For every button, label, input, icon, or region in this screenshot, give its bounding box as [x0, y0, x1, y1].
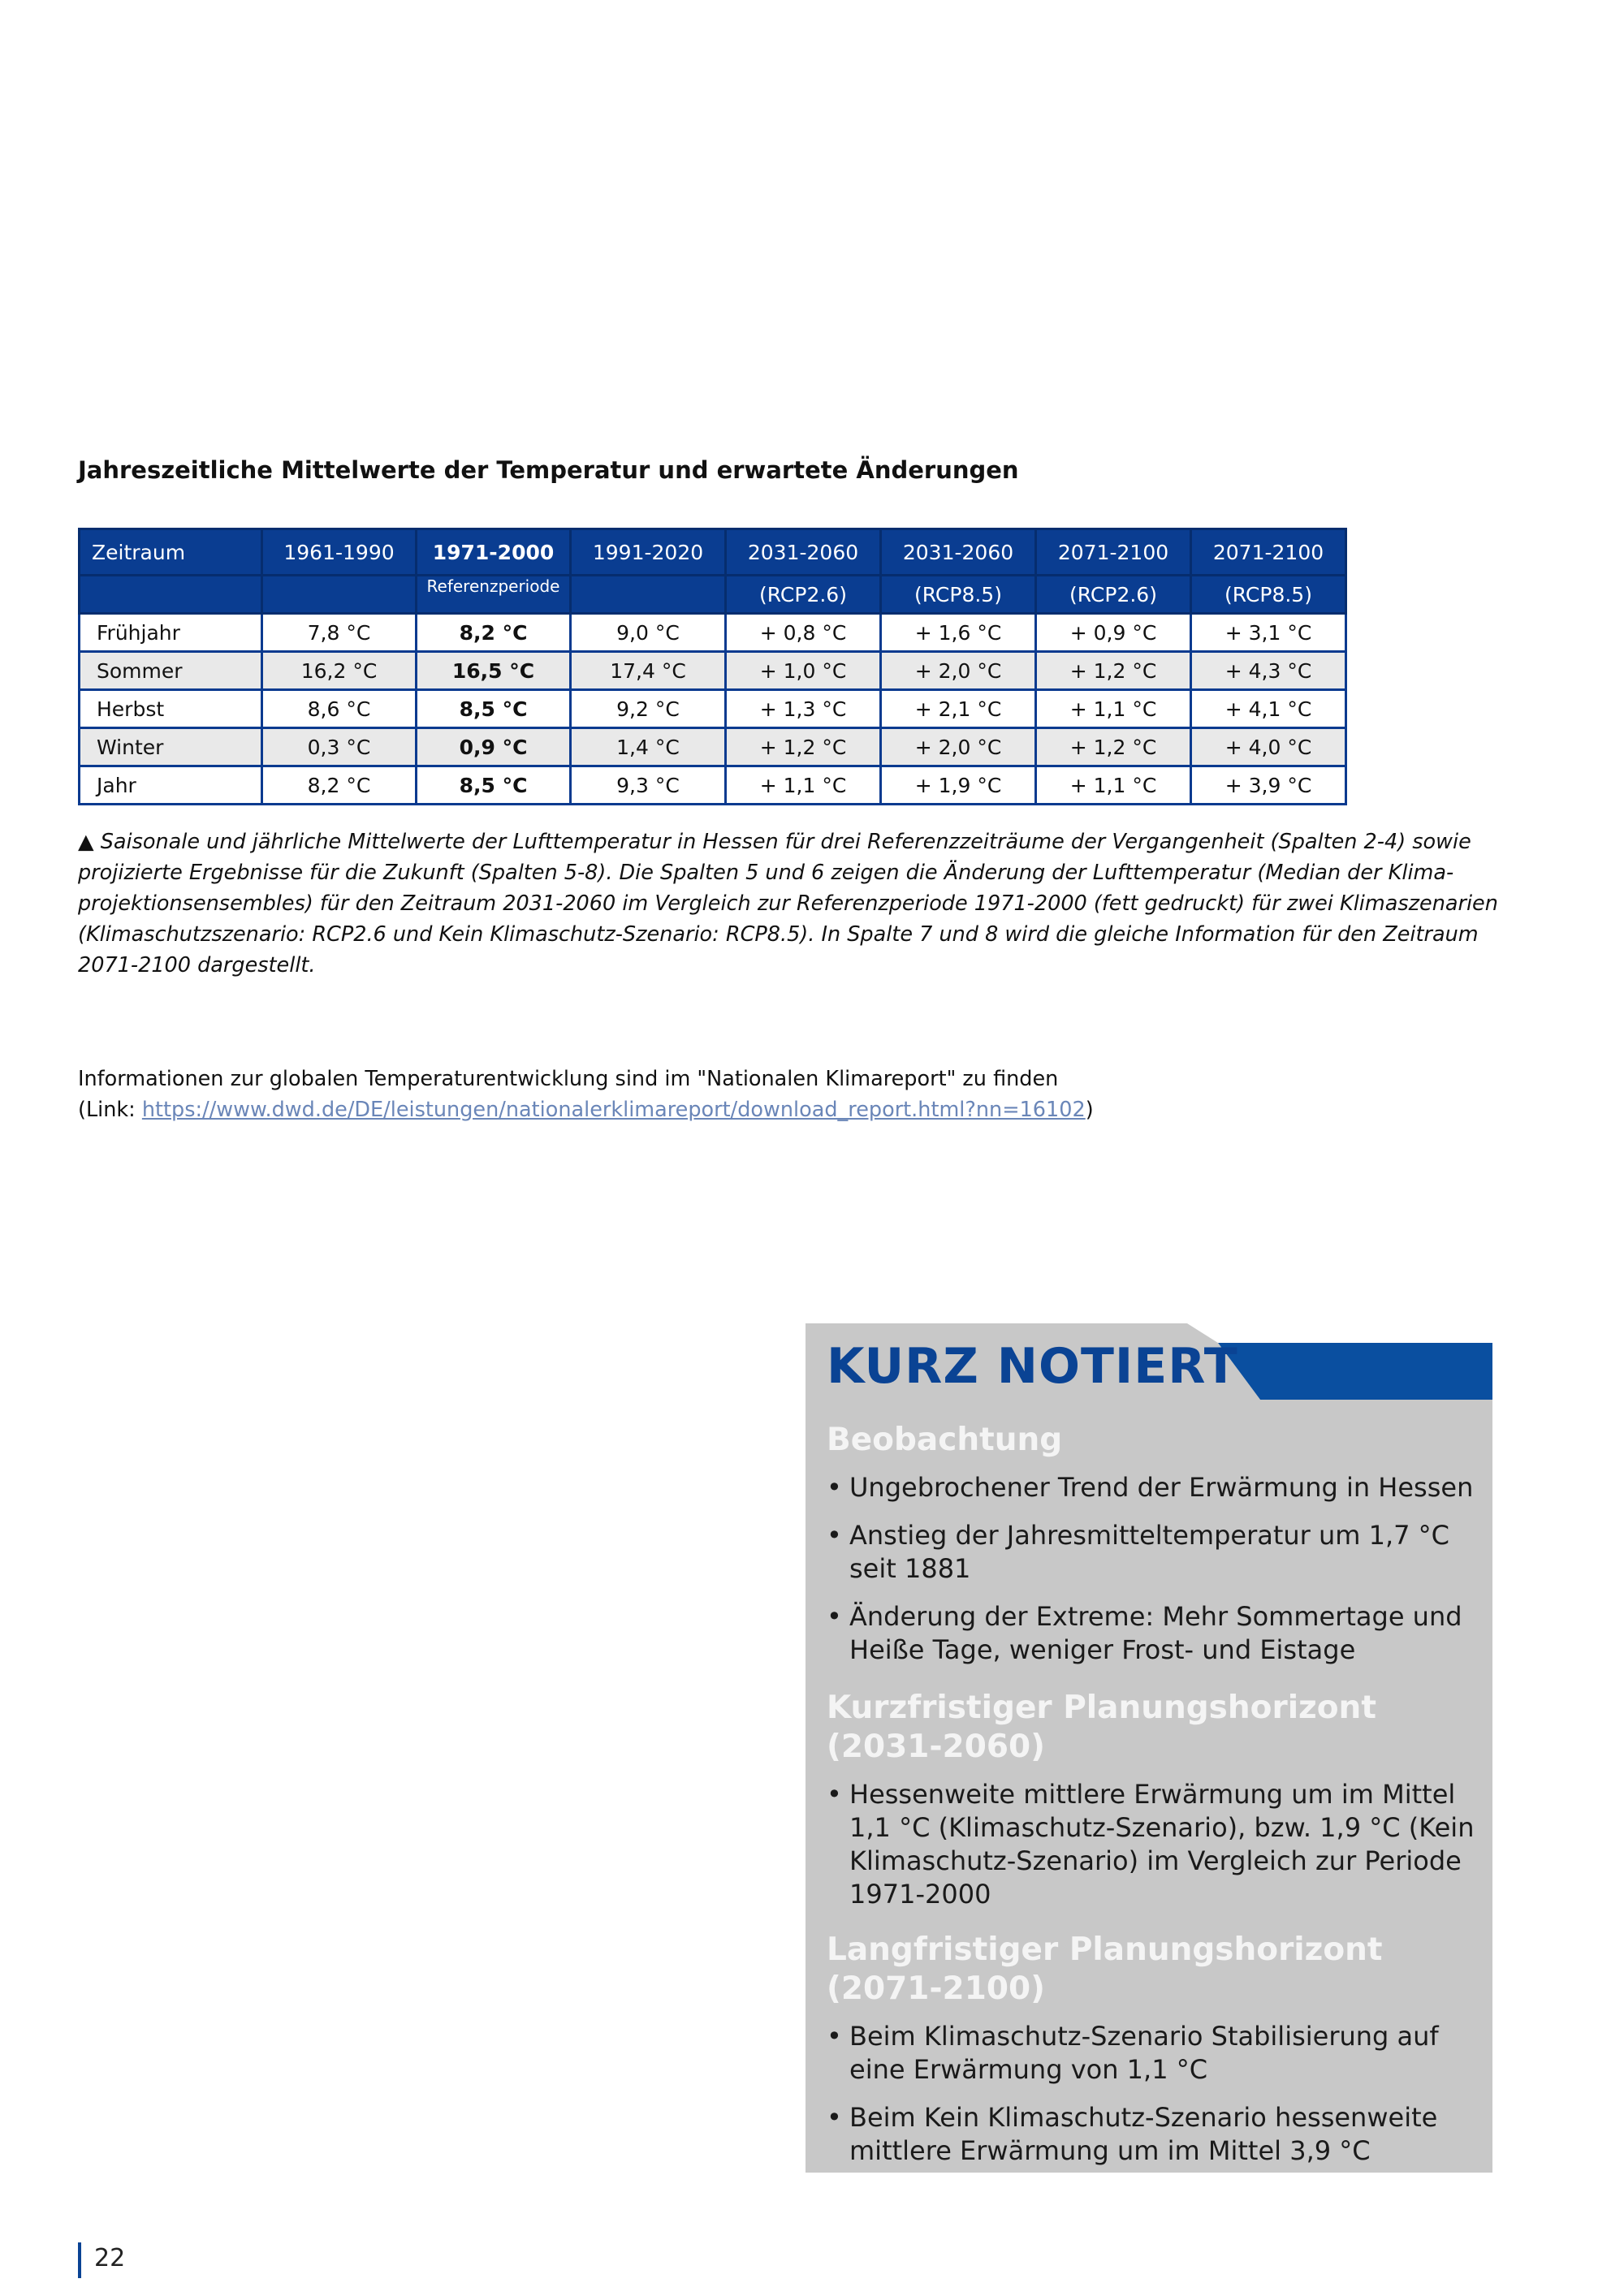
- caption-line: 2071-2100 dargestellt.: [78, 953, 316, 978]
- subheader-cell: (RCP2.6): [726, 576, 881, 614]
- info-link-line: [78, 1094, 1094, 1125]
- table-cell: 16,2 °C: [262, 652, 417, 690]
- subheader-cell: [571, 576, 726, 614]
- table-cell: 7,8 °C: [262, 614, 417, 652]
- list-item: • Beim Kein Klimaschutz-Szenario hessenweite mittlere Erwärmung um im Mittel 3,9 °C: [827, 2101, 1476, 2168]
- header-cell: 2071-2100: [1191, 529, 1346, 576]
- list-item: • Anstieg der Jahresmitteltemperatur um 1,7 °C seit 1881: [827, 1519, 1476, 1586]
- summary-box: [806, 1323, 1492, 2173]
- table-cell: 9,2 °C: [571, 690, 726, 728]
- table-subheader-row: [80, 576, 1346, 614]
- table-header-row: [80, 529, 1346, 576]
- list-langfristig: [827, 2020, 1476, 2182]
- table-cell: Winter: [80, 728, 262, 766]
- table-cell: + 4,1 °C: [1191, 690, 1346, 728]
- table-cell: 9,0 °C: [571, 614, 726, 652]
- link-suffix: ): [1085, 1098, 1094, 1122]
- list-kurzfristig: [827, 1778, 1476, 1926]
- page-number: 22: [94, 2244, 126, 2272]
- table-row: [80, 690, 1346, 728]
- table-cell: + 1,2 °C: [1036, 652, 1191, 690]
- table-cell: 0,9 °C: [417, 728, 571, 766]
- table-cell: + 4,0 °C: [1191, 728, 1346, 766]
- table-cell: + 2,0 °C: [881, 652, 1036, 690]
- table-cell: 0,3 °C: [262, 728, 417, 766]
- table-cell: + 1,1 °C: [1036, 690, 1191, 728]
- table-row: [80, 614, 1346, 652]
- table-cell: 9,3 °C: [571, 766, 726, 805]
- list-item: • Änderung der Extreme: Mehr Sommertage und Heiße Tage, weniger Frost- und Eistage: [827, 1600, 1476, 1667]
- subheader-cell: (RCP8.5): [881, 576, 1036, 614]
- header-cell: 1991-2020: [571, 529, 726, 576]
- box-heading: KURZ NOTIERT: [827, 1338, 1238, 1395]
- table-cell: + 1,9 °C: [881, 766, 1036, 805]
- caption-text: Saisonale und jährliche Mittelwerte der Lufttemperatur in Hessen für drei Referenzzeiträume der Vergangenheit (Spalten 2-4) sowie: [100, 830, 1471, 854]
- subheader-cell: (RCP8.5): [1191, 576, 1346, 614]
- table-cell: + 1,6 °C: [881, 614, 1036, 652]
- table-cell: + 3,1 °C: [1191, 614, 1346, 652]
- table-cell: 8,2 °C: [417, 614, 571, 652]
- table-cell: 8,2 °C: [262, 766, 417, 805]
- caption-line: [78, 826, 1471, 857]
- table-row: [80, 728, 1346, 766]
- list-item: • Beim Klimaschutz-Szenario Stabilisierung auf eine Erwärmung von 1,1 °C: [827, 2020, 1476, 2087]
- table-cell: + 1,2 °C: [1036, 728, 1191, 766]
- section-title-beobachtung: Beobachtung: [827, 1422, 1063, 1458]
- table-cell: + 1,1 °C: [1036, 766, 1191, 805]
- table-cell: + 0,9 °C: [1036, 614, 1191, 652]
- caption-line: projektionsensembles) für den Zeitraum 2031-2060 im Vergleich zur Referenzperiode 1971-2000 (fett gedruckt) für zwei Klimaszenarien: [78, 891, 1498, 916]
- info-line: Informationen zur globalen Temperaturentwicklung sind im "Nationalen Klimareport" zu finden: [78, 1067, 1059, 1091]
- table-title: Jahreszeitliche Mittelwerte der Temperatur und erwartete Änderungen: [78, 456, 1019, 484]
- header-cell: 2071-2100: [1036, 529, 1191, 576]
- table-cell: 8,6 °C: [262, 690, 417, 728]
- table-cell: Jahr: [80, 766, 262, 805]
- subheader-cell: [80, 576, 262, 614]
- table-cell: + 0,8 °C: [726, 614, 881, 652]
- table-cell: + 1,1 °C: [726, 766, 881, 805]
- table-row: [80, 652, 1346, 690]
- temperature-table: [78, 528, 1347, 805]
- header-cell: 1961-1990: [262, 529, 417, 576]
- section-title-langfristig: Langfristiger Planungshorizont (2071-2100): [827, 1931, 1383, 2007]
- table-cell: Sommer: [80, 652, 262, 690]
- list-item: • Ungebrochener Trend der Erwärmung in Hessen: [827, 1471, 1476, 1504]
- list-item: • Hessenweite mittlere Erwärmung um im Mittel 1,1 °C (Klimaschutz-Szenario), bzw. 1,9 °C (Kein Klimaschutz-Szenario) im Vergleich zur Periode 1971-2000: [827, 1778, 1476, 1911]
- table-cell: + 1,0 °C: [726, 652, 881, 690]
- table-cell: 8,5 °C: [417, 690, 571, 728]
- caption-line: projizierte Ergebnisse für die Zukunft (Spalten 5-8). Die Spalten 5 und 6 zeigen die Änderung der Lufttemperatur (Median der Klima-: [78, 861, 1454, 885]
- subheader-cell: Referenzperiode: [417, 576, 571, 614]
- table-cell: + 4,3 °C: [1191, 652, 1346, 690]
- page-number-bar: [78, 2242, 81, 2278]
- table-cell: + 1,2 °C: [726, 728, 881, 766]
- header-cell: 1971-2000: [417, 529, 571, 576]
- info-paragraph: [78, 1064, 1094, 1125]
- table-cell: + 1,3 °C: [726, 690, 881, 728]
- table-cell: 17,4 °C: [571, 652, 726, 690]
- report-link[interactable]: https://www.dwd.de/DE/leistungen/nationalerklimareport/download_report.html?nn=16102: [141, 1098, 1086, 1122]
- triangle-icon: ▲: [78, 830, 94, 854]
- link-prefix: (Link:: [78, 1098, 142, 1122]
- table-caption: [78, 826, 1498, 981]
- table-cell: + 2,1 °C: [881, 690, 1036, 728]
- table-cell: 1,4 °C: [571, 728, 726, 766]
- subheader-cell: [262, 576, 417, 614]
- header-cell: 2031-2060: [881, 529, 1036, 576]
- table-row: [80, 766, 1346, 805]
- table-cell: + 3,9 °C: [1191, 766, 1346, 805]
- section-title-kurzfristig: Kurzfristiger Planungshorizont (2031-2060): [827, 1690, 1376, 1765]
- table-cell: Frühjahr: [80, 614, 262, 652]
- list-beobachtung: [827, 1471, 1476, 1681]
- table-cell: 8,5 °C: [417, 766, 571, 805]
- subheader-cell: (RCP2.6): [1036, 576, 1191, 614]
- table-cell: + 2,0 °C: [881, 728, 1036, 766]
- header-cell: 2031-2060: [726, 529, 881, 576]
- table-cell: 16,5 °C: [417, 652, 571, 690]
- table-cell: Herbst: [80, 690, 262, 728]
- header-cell: Zeitraum: [80, 529, 262, 576]
- caption-line: (Klimaschutzszenario: RCP2.6 und Kein Klimaschutz-Szenario: RCP8.5). In Spalte 7 und 8 wird die gleiche Information für den Zeitraum: [78, 922, 1479, 947]
